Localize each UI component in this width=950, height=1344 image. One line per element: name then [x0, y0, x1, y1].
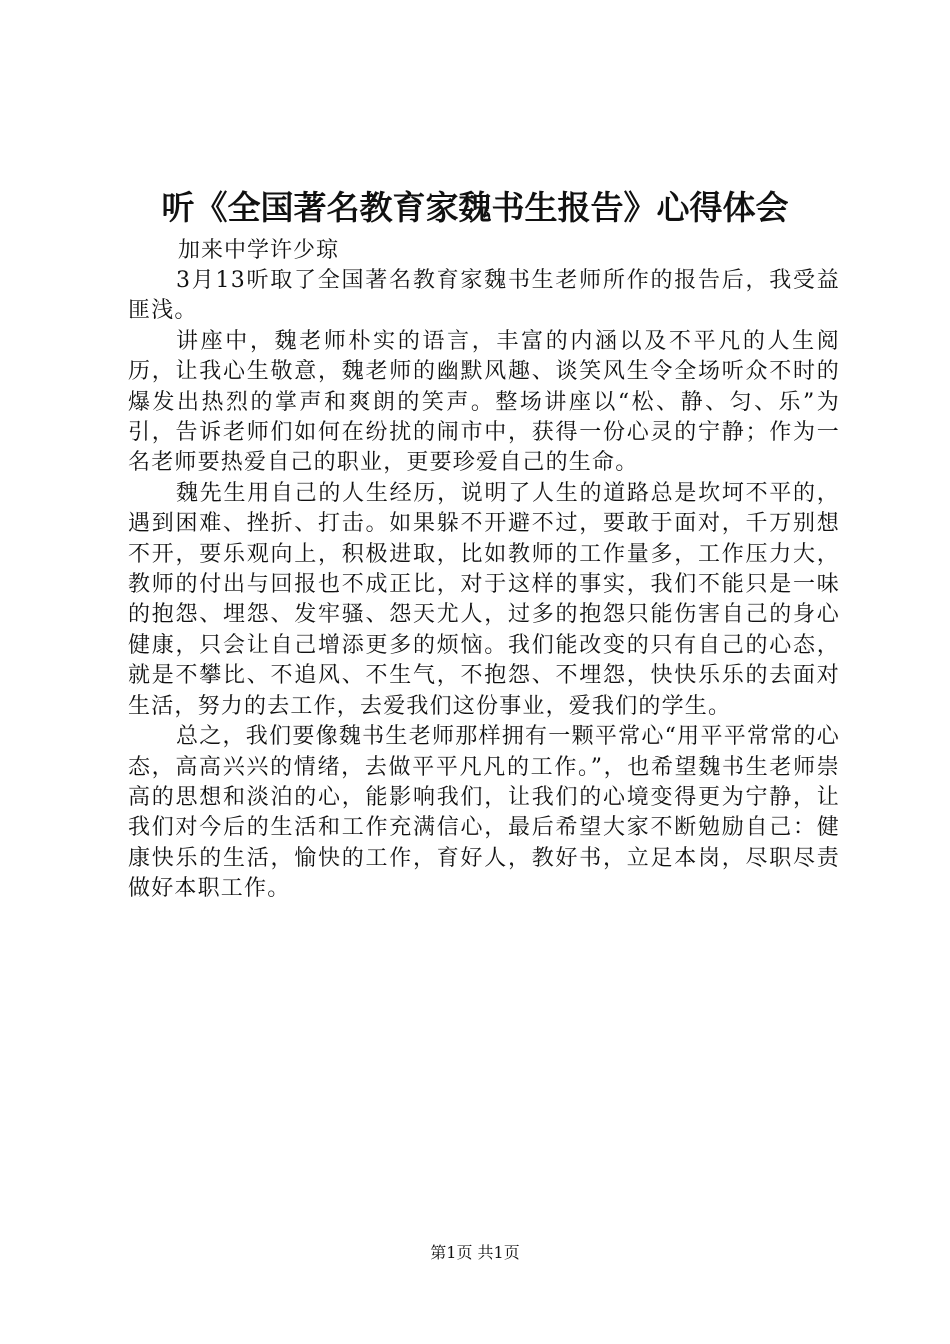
paragraph: 3月13听取了全国著名教育家魏书生老师所作的报告后，我受益匪浅。	[128, 268, 840, 324]
paragraph: 总之，我们要像魏书生老师那样拥有一颗平常心“用平平常常的心态，高高兴兴的情绪，去做平平凡凡的工作。”，也希望魏书生老师崇高的思想和淡泊的心，能影响我们，让我们的心境变得更为宁静，让我们对今后的生活和工作充满信心，最后希望大家不断勉励自己：健康快乐的生活，愉快的工作，育好人，教好书，立足本岗，尽职尽责做好本职工作。	[128, 724, 840, 902]
page-footer: 第1页 共1页	[430, 1243, 520, 1262]
document-author: 加来中学许少琼	[178, 238, 340, 263]
document-title: 听《全国著名教育家魏书生报告》心得体会	[161, 188, 789, 227]
document-body	[128, 266, 840, 905]
paragraph: 讲座中，魏老师朴实的语言，丰富的内涵以及不平凡的人生阅历，让我心生敬意，魏老师的幽默风趣、谈笑风生令全场听众不时的爆发出热烈的掌声和爽朗的笑声。整场讲座以“松、静、匀、乐”为引，告诉老师们如何在纷扰的闹市中，获得一份心灵的宁静；作为一名老师要热爱自己的职业，更要珍爱自己的生命。	[128, 328, 840, 476]
paragraph: 魏先生用自己的人生经历，说明了人生的道路总是坎坷不平的，遇到困难、挫折、打击。如果躲不开避不过，要敢于面对，千万别想不开，要乐观向上，积极进取，比如教师的工作量多，工作压力大，教师的付出与回报也不成正比，对于这样的事实，我们不能只是一味的抱怨、埋怨、发牢骚、怨天尤人，过多的抱怨只能伤害自己的身心健康，只会让自己增添更多的烦恼。我们能改变的只有自己的心态，就是不攀比、不追风、不生气，不抱怨、不埋怨，快快乐乐的去面对生活，努力的去工作，去爱我们这份事业，爱我们的学生。	[128, 480, 840, 719]
